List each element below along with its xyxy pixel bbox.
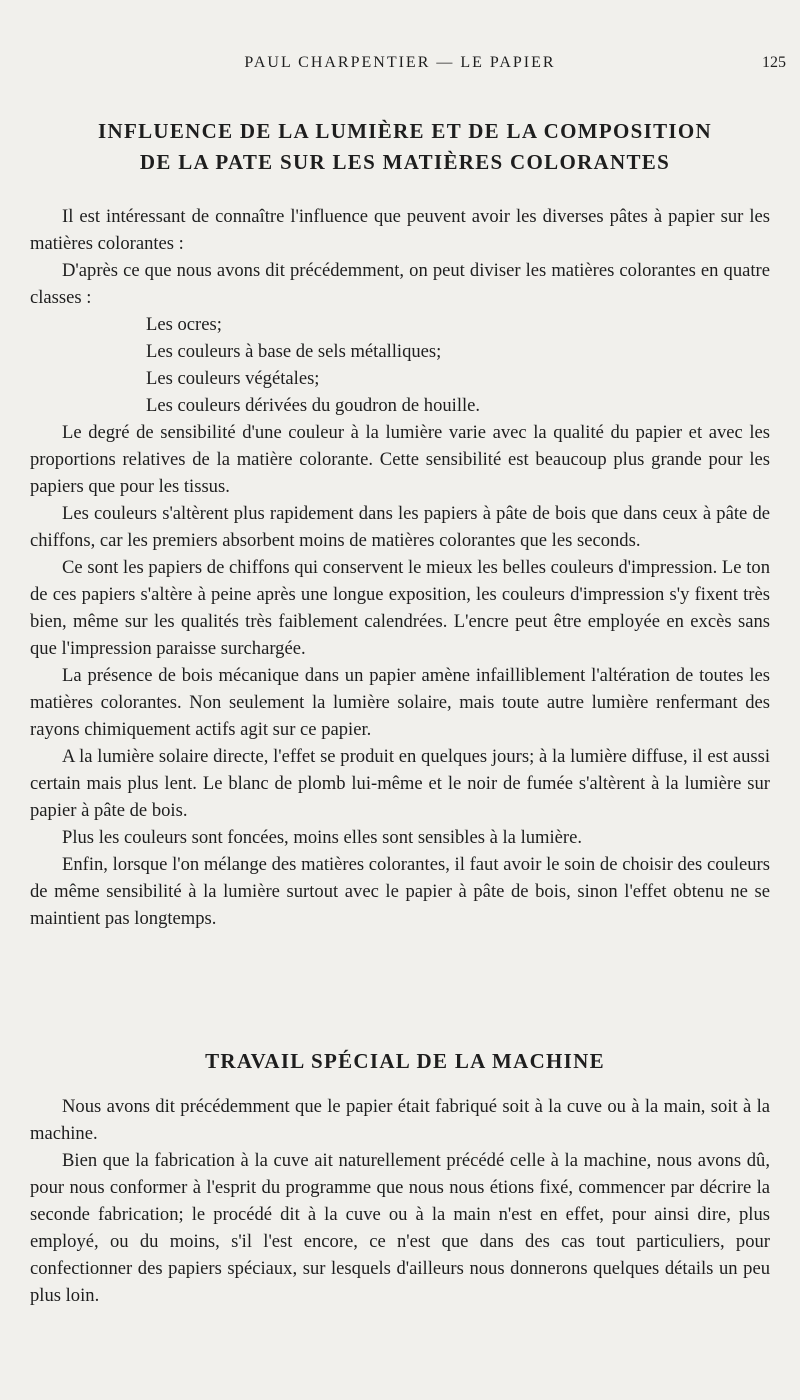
paragraph: A la lumière solaire directe, l'effet se produit en quelques jours; à la lumière diffuse, il est aussi certain mais plus lent. Le blanc de plomb lui-même et le noir de fumée s'altèrent à la lumière sur papier à pâte de bois. [30, 746, 770, 821]
section-1-title-line-2: DE LA PATE SUR LES MATIÈRES COLORANTES [139, 150, 671, 174]
paragraph: Il est intéressant de connaître l'influence que peuvent avoir les diverses pâtes à papier sur les matières colorantes : [30, 206, 770, 254]
list-item: Les couleurs dérivées du goudron de houille. [146, 395, 481, 416]
paragraph: La présence de bois mécanique dans un papier amène infailliblement l'altération de toutes les matières colorantes. Non seulement la lumière solaire, mais toute autre lumière renfermant des rayons chimiquement actifs agit sur ce papier. [30, 665, 770, 740]
paragraph: Enfin, lorsque l'on mélange des matières colorantes, il faut avoir le soin de choisir des couleurs de même sensibilité à la lumière surtout avec le papier à pâte de bois, sinon l'effet obtenu ne se maintient pas longtemps. [30, 854, 770, 929]
list-item: Les couleurs à base de sels métalliques; [146, 341, 442, 362]
page-number: 125 [762, 54, 786, 71]
section-1-heading [20, 116, 790, 178]
section-1-title-line-1: INFLUENCE DE LA LUMIÈRE ET DE LA COMPOSITION [98, 119, 712, 143]
paragraph: Le degré de sensibilité d'une couleur à la lumière varie avec la qualité du papier et avec les proportions relatives de la matière colorante. Cette sensibilité est beaucoup plus grande pour les papiers que pour les tissus. [30, 422, 770, 497]
list-item: Les couleurs végétales; [146, 368, 320, 389]
paragraph: Bien que la fabrication à la cuve ait naturellement précédé celle à la machine, nous avons dû, pour nous conformer à l'esprit du programme que nous nous étions fixé, commencer par décrire la seconde fabrication; le procédé dit à la cuve ou à la main n'est en effet, pour ainsi dire, plus employé, ou du moins, s'il l'est encore, ce n'est que dans des cas tout particuliers, pour confectionner des papiers spéciaux, sur lesquels d'ailleurs nous donnerons quelques détails un peu plus loin. [30, 1150, 770, 1306]
running-head [0, 52, 800, 76]
section-2-title: TRAVAIL SPÉCIAL DE LA MACHINE [205, 1049, 605, 1073]
paragraph: Plus les couleurs sont foncées, moins elles sont sensibles à la lumière. [62, 827, 583, 848]
section-2-heading [20, 1046, 790, 1077]
list-item: Les ocres; [146, 314, 222, 335]
running-title: PAUL CHARPENTIER — LE PAPIER [244, 54, 556, 71]
section-1-body [30, 203, 770, 932]
paragraph: Nous avons dit précédemment que le papier était fabriqué soit à la cuve ou à la main, soit à la machine. [30, 1096, 770, 1144]
paragraph: Les couleurs s'altèrent plus rapidement dans les papiers à pâte de bois que dans ceux à pâte de chiffons, car les premiers absorbent moins de matières colorantes que les seconds. [30, 503, 770, 551]
paragraph: D'après ce que nous avons dit précédemment, on peut diviser les matières colorantes en quatre classes : [30, 260, 770, 308]
section-2-body [30, 1093, 770, 1309]
colorant-classes-list [30, 311, 770, 419]
paragraph: Ce sont les papiers de chiffons qui conservent le mieux les belles couleurs d'impression. Le ton de ces papiers s'altère à peine après une longue exposition, les couleurs d'impression s'y fixent très bien, même sur les qualités très faiblement calendrées. L'encre peut être employée en excès sans que l'impression paraisse surchargée. [30, 557, 770, 659]
